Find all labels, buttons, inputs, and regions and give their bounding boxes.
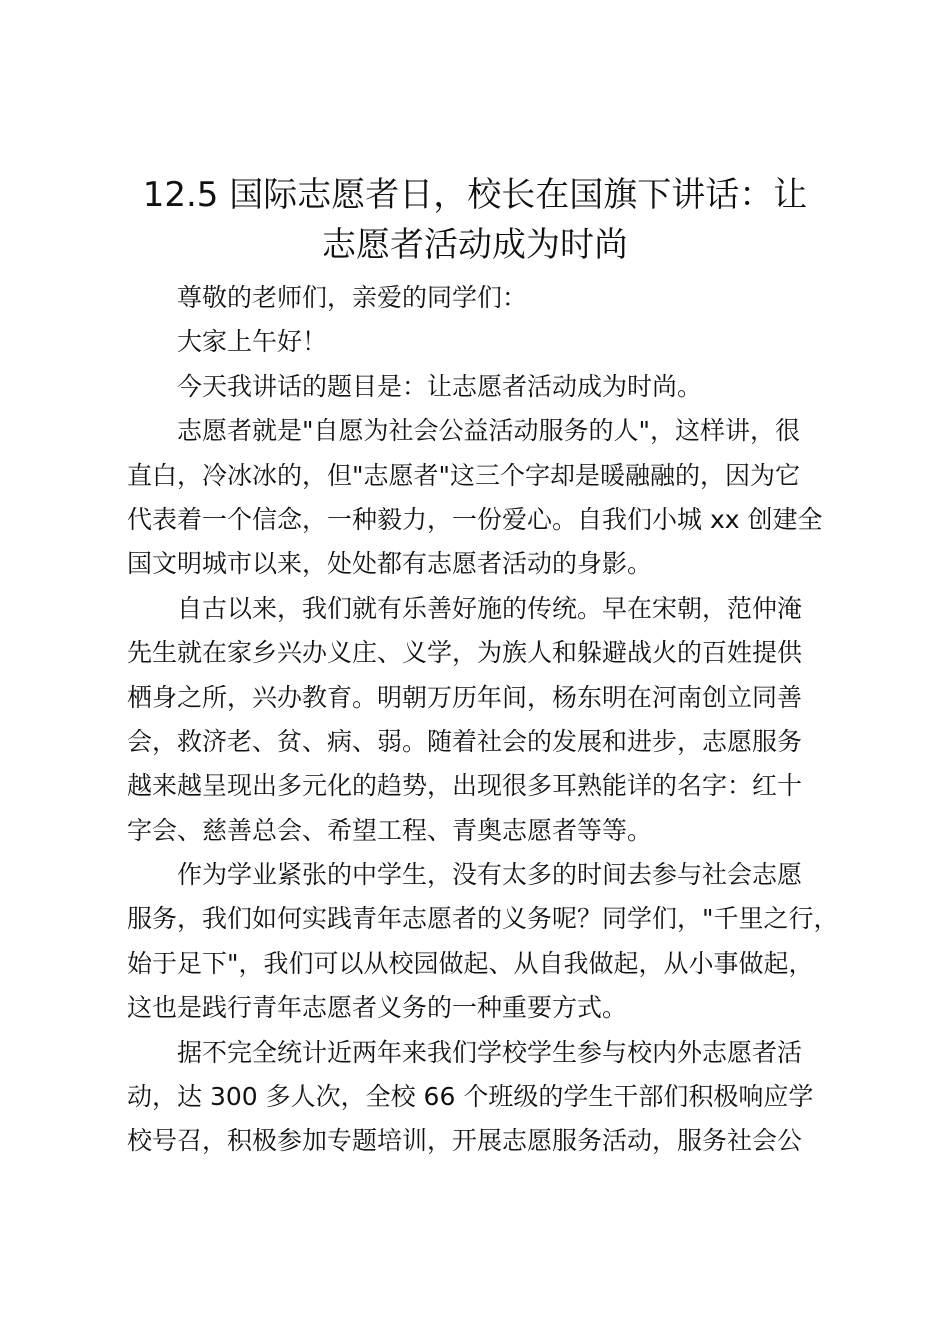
paragraph-line: 直白，冷冰冰的，但"志愿者"这三个字却是暖融融的，因为它 — [127, 460, 801, 490]
paragraph-topic — [127, 365, 837, 409]
paragraph-line: 作为学业紧张的中学生，没有太多的时间去参与社会志愿 — [177, 860, 803, 890]
paragraph-line: 大家上午好！ — [177, 327, 328, 357]
paragraph-line: 尊敬的老师们，亲爱的同学们： — [177, 283, 528, 312]
paragraph-history — [127, 587, 837, 853]
paragraph-line: 会，救济老、贫、病、弱。随着社会的发展和进步，志愿服务 — [127, 726, 803, 756]
paragraph-line: 代表着一个信念，一种毅力，一份爱心。自我们小城 xx 创建全 — [127, 504, 823, 534]
paragraph-line: 先生就在家乡兴办义庄、义学，为族人和躲避战火的百姓提供 — [127, 638, 803, 668]
paragraph-line: 志愿者就是"自愿为社会公益活动服务的人"，这样讲，很 — [177, 416, 801, 446]
paragraph-line: 栖身之所，兴办教育。明朝万历年间，杨东明在河南创立同善 — [127, 682, 803, 712]
paragraph-greeting — [127, 276, 837, 320]
document-title-line-2: 志愿者活动成为时尚 — [322, 225, 628, 265]
document-title-line-1: 12.5 国际志愿者日，校长在国旗下讲话：让 — [142, 175, 808, 215]
document-body — [127, 276, 837, 1164]
paragraph-line: 这也是践行青年志愿者义务的一种重要方式。 — [127, 993, 628, 1023]
paragraph-line: 自古以来，我们就有乐善好施的传统。早在宋朝，范仲淹 — [177, 593, 803, 623]
paragraph-line: 今天我讲话的题目是：让志愿者活动成为时尚。 — [177, 371, 703, 401]
paragraph-line: 国文明城市以来，处处都有志愿者活动的身影。 — [127, 549, 653, 579]
paragraph-line: 据不完全统计近两年来我们学校学生参与校内外志愿者活 — [177, 1037, 803, 1067]
paragraph-line: 服务，我们如何实践青年志愿者的义务呢？同学们，"千里之行， — [127, 904, 839, 934]
paragraph-definition — [127, 409, 837, 587]
paragraph-line: 始于足下"，我们可以从校园做起、从自我做起，从小事做起， — [127, 948, 814, 978]
paragraph-salutation — [127, 320, 837, 364]
paragraph-line: 校号召，积极参加专题培训，开展志愿服务活动，服务社会公 — [127, 1126, 803, 1156]
paragraph-students — [127, 853, 837, 1031]
paragraph-line: 字会、慈善总会、希望工程、青奥志愿者等等。 — [127, 815, 653, 845]
paragraph-line: 越来越呈现出多元化的趋势，出现很多耳熟能详的名字：红十 — [127, 771, 803, 801]
paragraph-statistics — [127, 1031, 837, 1164]
paragraph-line: 动，达 300 多人次，全校 66 个班级的学生干部们积极响应学 — [127, 1082, 814, 1112]
